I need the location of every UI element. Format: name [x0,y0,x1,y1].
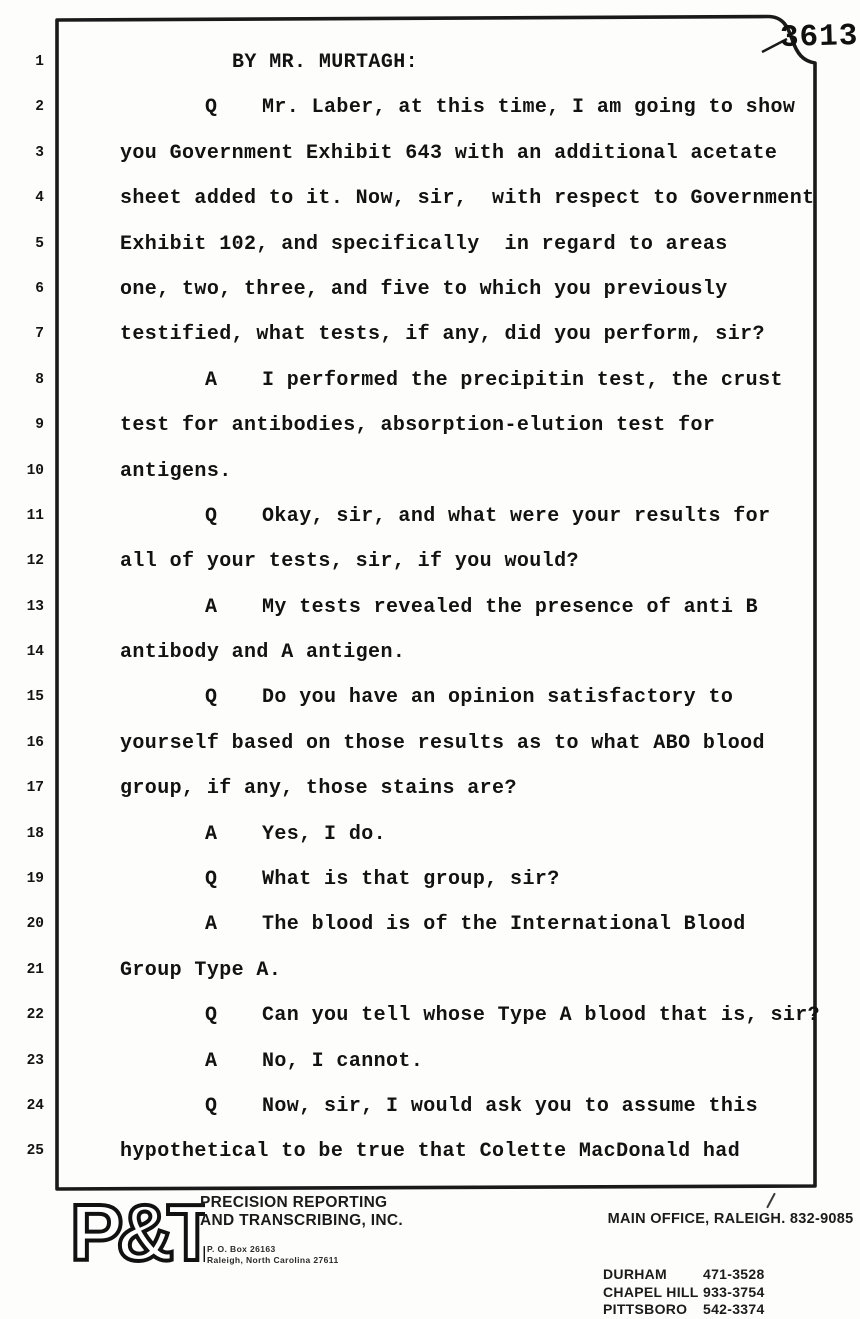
company-name-line2: AND TRANSCRIBING, INC. [200,1212,403,1229]
transcript-line [0,857,860,902]
transcript-line [0,176,860,221]
office-row [573,1266,854,1284]
line-text: yourself based on those results as to what ABO blood [120,731,765,755]
pen-mark [766,1193,776,1209]
transcript-line [0,630,860,675]
line-content [120,85,834,130]
company-address [207,1244,339,1265]
office-phone: 933-3754 [703,1283,765,1300]
line-number: 2 [35,99,44,116]
line-number: 12 [26,553,44,570]
line-text: Exhibit 102, and specifically in regard to areas [120,232,728,256]
line-number: 7 [35,326,44,343]
line-number: 8 [35,371,44,388]
speaker-marker: A [205,1049,218,1073]
page-number-stamp: 3613 [779,18,859,57]
line-text: Can you tell whose Type A blood that is, sir? [262,1004,821,1028]
line-content [120,176,834,221]
line-text: Yes, I do. [262,822,387,846]
line-content [120,675,834,720]
line-number: 9 [35,417,44,434]
line-number: 23 [26,1052,44,1069]
transcript-line [0,1129,860,1174]
transcript-line [0,449,860,494]
line-content [120,902,834,947]
line-content [120,993,834,1038]
line-text: hypothetical to be true that Colette MacDonald had [120,1140,741,1164]
line-content [120,766,834,811]
speaker-marker: A [205,913,218,937]
company-name [200,1194,403,1230]
transcript-line [0,766,860,811]
line-text: My tests revealed the presence of anti B [262,595,759,619]
office-city: CHAPEL HILL [603,1283,699,1300]
line-text: one, two, three, and five to which you previously [120,277,728,301]
line-number: 16 [26,734,44,751]
office-phone: 542-3374 [703,1301,765,1317]
line-text: antibody and A antigen. [120,641,406,665]
line-number: 20 [26,916,44,933]
transcript-line [0,948,860,993]
line-text: testified, what tests, if any, did you perform, sir? [120,323,765,347]
speaker-marker: Q [205,1004,218,1028]
line-text: sheet added to it. Now, sir, with respect to Government [120,187,815,211]
line-number: 25 [26,1143,44,1160]
line-number: 5 [35,235,44,252]
line-content [120,1039,834,1084]
line-content [120,1129,834,1174]
speaker-marker: Q [205,686,218,710]
line-number: 14 [26,644,44,661]
line-content [120,403,834,448]
main-office-line [573,1195,854,1259]
line-text: all of your tests, sir, if you would? [120,550,579,574]
transcript-line [0,312,860,357]
transcript-line [0,131,860,176]
transcript-line [0,222,860,267]
line-text: BY MR. MURTAGH: [232,51,419,74]
speaker-marker: Q [205,96,218,120]
line-text: antigens. [120,459,232,483]
line-text: Group Type A. [120,958,282,982]
transcript-line [0,494,860,539]
line-content [120,1084,834,1129]
line-number: 1 [35,54,44,70]
speaker-marker: A [205,368,218,392]
office-city: PITTSBORO [603,1301,688,1317]
line-number: 21 [26,961,44,978]
line-content [120,630,834,675]
transcript-line [0,539,860,584]
line-content [120,222,834,267]
line-text: Now, sir, I would ask you to assume this [262,1094,759,1118]
line-number: 22 [26,1007,44,1024]
reporting-company-logo [70,1188,205,1283]
line-number: 4 [35,190,44,207]
transcript-line [0,1039,860,1084]
transcript-line [0,267,860,312]
line-number: 3 [35,144,44,161]
office-contact-block [573,1195,854,1319]
office-row [573,1284,854,1302]
line-content [120,812,834,857]
transcript-line [0,358,860,403]
line-number: 19 [26,871,44,888]
line-content [120,857,834,902]
line-text: No, I cannot. [262,1049,424,1073]
line-number: 13 [26,598,44,615]
office-phone: 471-3528 [703,1266,765,1282]
line-number: 24 [26,1097,44,1114]
transcript-line [0,993,860,1038]
line-text: you Government Exhibit 643 with an additional acetate [120,141,778,165]
line-content [120,494,834,539]
line-content [120,358,834,403]
line-text: I performed the precipitin test, the crust [262,368,783,392]
line-number: 17 [26,780,44,797]
line-content [120,449,834,494]
speaker-marker: Q [205,504,218,528]
line-number: 10 [26,462,44,479]
transcript-line [0,585,860,630]
footer [0,1186,860,1317]
line-number: 6 [35,280,44,297]
line-text: Mr. Laber, at this time, I am going to show [262,96,796,120]
line-number: 18 [26,825,44,842]
line-number: 15 [26,689,44,706]
transcript-line [0,1084,860,1129]
line-content [120,40,834,85]
logo-text: P&T. [70,1188,205,1277]
line-text: Do you have an opinion satisfactory to [262,686,734,710]
main-office-text: MAIN OFFICE, RALEIGH. 832-9085 [607,1211,854,1227]
transcript-line [0,675,860,720]
transcript-line [0,721,860,766]
line-text: The blood is of the International Blood [262,913,746,937]
office-city: DURHAM [603,1266,668,1282]
transcript-lines [0,40,860,1175]
line-content [120,267,834,312]
speaker-marker: A [205,595,218,619]
line-content [120,539,834,584]
line-content [120,948,834,993]
line-content [120,721,834,766]
line-text: test for antibodies, absorption-elution test for [120,414,716,438]
office-row [573,1301,854,1319]
line-text: Okay, sir, and what were your results for [262,504,771,528]
line-number: 11 [26,507,44,524]
transcript-line [0,812,860,857]
line-content [120,131,834,176]
line-content [120,312,834,357]
line-content [120,585,834,630]
transcript-line [0,403,860,448]
line-text: group, if any, those stains are? [120,777,517,801]
speaker-marker: Q [205,868,218,892]
speaker-marker: Q [205,1094,218,1118]
pt-logo-icon [70,1188,205,1278]
transcript-line [0,40,860,85]
transcript-line [0,85,860,130]
address-line1: P. O. Box 26163 [207,1244,276,1254]
transcript-line [0,902,860,947]
company-name-line1: PRECISION REPORTING [200,1194,388,1211]
speaker-marker: A [205,822,218,846]
address-line2: Raleigh, North Carolina 27611 [207,1254,339,1265]
office-phone-list [573,1266,854,1319]
line-text: What is that group, sir? [262,868,560,892]
